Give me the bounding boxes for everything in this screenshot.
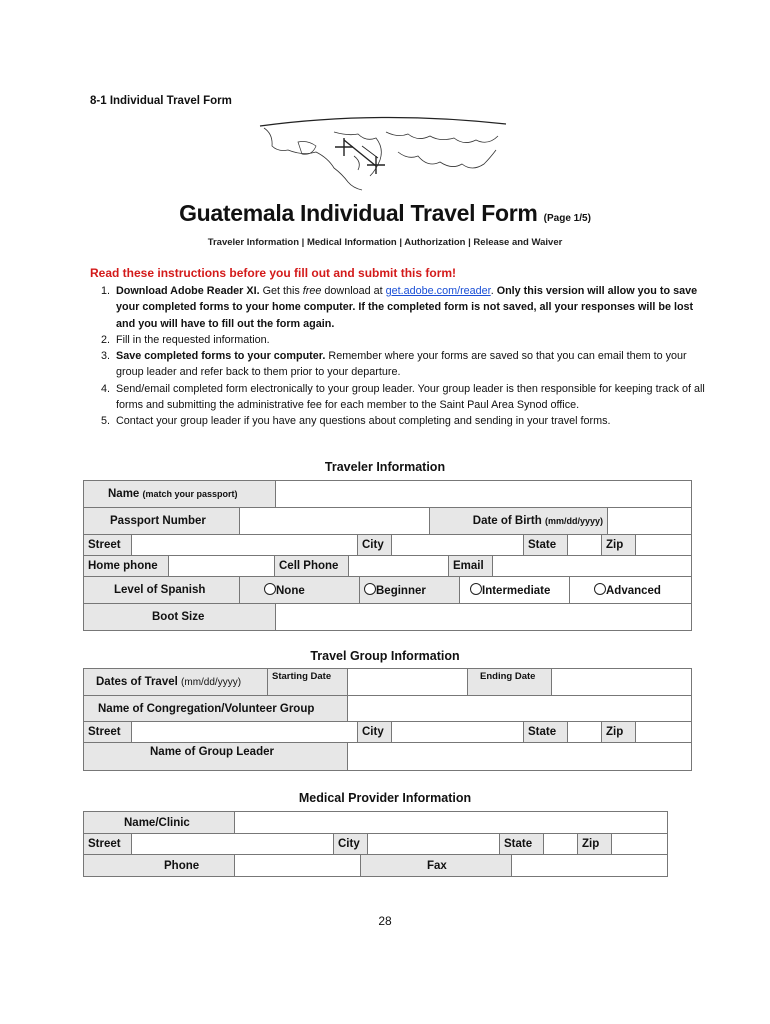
start-date-field[interactable] xyxy=(348,669,468,696)
medical-street-label: Street xyxy=(84,834,132,855)
cell-phone-field[interactable] xyxy=(349,556,449,577)
dates-table xyxy=(83,668,692,696)
spanish-advanced-option[interactable]: Advanced xyxy=(570,577,692,604)
cell-phone-label: Cell Phone xyxy=(275,556,349,577)
spanish-none-option[interactable]: None xyxy=(240,577,360,604)
group-leader-field[interactable] xyxy=(348,743,692,771)
end-date-field[interactable] xyxy=(552,669,692,696)
radio-beginner-icon[interactable] xyxy=(364,583,376,595)
medical-section-title: Medical Provider Information xyxy=(298,791,472,805)
state-field[interactable] xyxy=(568,535,602,556)
medical-city-field[interactable] xyxy=(368,834,500,855)
state-label: State xyxy=(524,535,568,556)
home-phone-field[interactable] xyxy=(169,556,275,577)
boot-size-label: Boot Size xyxy=(84,604,276,631)
group-street-label: Street xyxy=(84,722,132,743)
end-date-label: Ending Date xyxy=(468,669,552,696)
medical-state-label: State xyxy=(500,834,544,855)
zip-field[interactable] xyxy=(636,535,692,556)
document-label: 8-1 Individual Travel Form xyxy=(90,95,232,107)
group-zip-label: Zip xyxy=(602,722,636,743)
group-section-title: Travel Group Information xyxy=(310,649,460,663)
radio-none-icon[interactable] xyxy=(264,583,276,595)
congregation-label: Name of Congregation/Volunteer Group xyxy=(84,696,348,722)
page-title: Guatemala Individual Travel Form (Page 1/5) xyxy=(179,200,591,226)
medical-street-field[interactable] xyxy=(132,834,334,855)
city-field[interactable] xyxy=(392,535,524,556)
spanish-intermediate-option[interactable]: Intermediate xyxy=(460,577,570,604)
instruction-3: 3. Save completed forms to your computer. Remember where your forms are saved so that you can email them to your group leader and refer back to them prior to your departure. xyxy=(113,348,713,381)
boot-size-field[interactable] xyxy=(276,604,692,631)
dates-label: Dates of Travel (mm/dd/yyyy) xyxy=(84,669,268,696)
medical-phone-label: Phone xyxy=(84,855,235,877)
page-number: 28 xyxy=(378,914,392,928)
address-table xyxy=(83,534,692,556)
congregation-field[interactable] xyxy=(348,696,692,722)
radio-intermediate-icon[interactable] xyxy=(470,583,482,595)
phone-table xyxy=(83,555,692,577)
clinic-label: Name/Clinic xyxy=(84,812,235,834)
dob-field[interactable] xyxy=(608,508,692,535)
instruction-4: 4. Send/email completed form electronically to your group leader. Your group leader is then responsible for keeping track of all forms and submitting the administrative fee for each member to the Saint Paul Area Synod office. xyxy=(113,381,713,414)
world-map-icon xyxy=(258,112,508,192)
leader-table xyxy=(83,742,692,771)
passport-field[interactable] xyxy=(240,508,430,535)
spanish-beginner-option[interactable]: Beginner xyxy=(360,577,460,604)
email-label: Email xyxy=(449,556,493,577)
email-field[interactable] xyxy=(493,556,692,577)
adobe-reader-link[interactable]: get.adobe.com/reader xyxy=(385,285,491,297)
medical-fax-label: Fax xyxy=(361,855,512,877)
street-label: Street xyxy=(84,535,132,556)
medical-zip-field[interactable] xyxy=(612,834,668,855)
spanish-table xyxy=(83,576,692,604)
medical-city-label: City xyxy=(334,834,368,855)
city-label: City xyxy=(358,535,392,556)
medical-address-table xyxy=(83,833,668,855)
group-city-field[interactable] xyxy=(392,722,524,743)
boot-table xyxy=(83,603,692,631)
instruction-2: 2. Fill in the requested information. xyxy=(113,332,713,348)
clinic-table xyxy=(83,811,668,834)
dob-label: Date of Birth (mm/dd/yyyy) xyxy=(430,508,608,535)
instructions-heading: Read these instructions before you fill out and submit this form! xyxy=(90,266,457,280)
name-field[interactable] xyxy=(276,481,692,508)
phone-fax-table xyxy=(83,854,668,877)
instructions-list xyxy=(88,283,713,430)
medical-fax-field[interactable] xyxy=(512,855,668,877)
congregation-table xyxy=(83,695,692,722)
name-label: Name (match your passport) xyxy=(84,481,276,508)
medical-state-field[interactable] xyxy=(544,834,578,855)
group-address-table xyxy=(83,721,692,743)
page-subtitle: Traveler Information | Medical Information | Authorization | Release and Waiver xyxy=(207,237,563,248)
page-indicator: (Page 1/5) xyxy=(543,213,591,224)
instruction-1: 1. Download Adobe Reader XI. Get this free download at get.adobe.com/reader. Only this version will allow you to save your completed forms to your home computer. If the completed form is not saved, all your responses will be lost and you will have to fill out the form again. xyxy=(113,283,713,332)
spanish-label: Level of Spanish xyxy=(84,577,240,604)
group-city-label: City xyxy=(358,722,392,743)
home-phone-label: Home phone xyxy=(84,556,169,577)
group-state-field[interactable] xyxy=(568,722,602,743)
instruction-5: 5. Contact your group leader if you have any questions about completing and sending in your travel forms. xyxy=(113,413,713,429)
traveler-table xyxy=(83,480,692,508)
clinic-field[interactable] xyxy=(235,812,668,834)
zip-label: Zip xyxy=(602,535,636,556)
group-street-field[interactable] xyxy=(132,722,358,743)
passport-label: Passport Number xyxy=(84,508,240,535)
passport-table xyxy=(83,507,692,535)
street-field[interactable] xyxy=(132,535,358,556)
medical-phone-field[interactable] xyxy=(235,855,361,877)
group-zip-field[interactable] xyxy=(636,722,692,743)
start-date-label: Starting Date xyxy=(268,669,348,696)
medical-zip-label: Zip xyxy=(578,834,612,855)
group-state-label: State xyxy=(524,722,568,743)
group-leader-label: Name of Group Leader xyxy=(84,743,348,771)
traveler-section-title: Traveler Information xyxy=(324,460,446,474)
radio-advanced-icon[interactable] xyxy=(594,583,606,595)
